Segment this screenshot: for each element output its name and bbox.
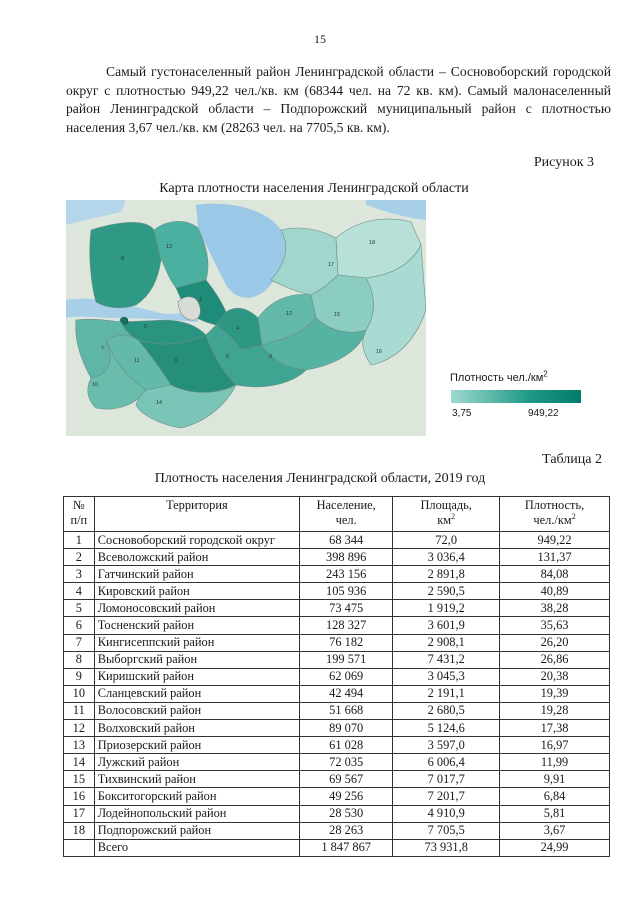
cell-num: 11 bbox=[64, 702, 95, 719]
cell-num: 14 bbox=[64, 754, 95, 771]
cell-territory: Подпорожский район bbox=[94, 822, 299, 839]
cell-population: 28 530 bbox=[300, 805, 393, 822]
table-row bbox=[64, 839, 610, 856]
cell-territory: Лодейнопольский район bbox=[94, 805, 299, 822]
cell-density: 949,22 bbox=[500, 532, 610, 549]
cell-num: 18 bbox=[64, 822, 95, 839]
table-row bbox=[64, 702, 610, 719]
cell-population: 51 668 bbox=[300, 702, 393, 719]
cell-area: 7 201,7 bbox=[393, 788, 500, 805]
table-row bbox=[64, 771, 610, 788]
legend-title-text: Плотность чел./км bbox=[450, 372, 544, 384]
cell-density: 38,28 bbox=[500, 600, 610, 617]
cell-density: 5,81 bbox=[500, 805, 610, 822]
cell-population: 42 494 bbox=[300, 685, 393, 702]
cell-territory: Выборгский район bbox=[94, 651, 299, 668]
cell-territory: Гатчинский район bbox=[94, 566, 299, 583]
region-label-14: 14 bbox=[156, 400, 163, 406]
table-row bbox=[64, 617, 610, 634]
cell-territory: Сланцевский район bbox=[94, 685, 299, 702]
table-body bbox=[64, 532, 610, 857]
header-territory: Территория bbox=[94, 497, 299, 532]
cell-density: 20,38 bbox=[500, 668, 610, 685]
table-row bbox=[64, 651, 610, 668]
cell-territory: Сосновоборский городской округ bbox=[94, 532, 299, 549]
header-population: Население, чел. bbox=[300, 497, 393, 532]
cell-num: 1 bbox=[64, 532, 95, 549]
table-header-row bbox=[64, 497, 610, 532]
cell-area: 2 590,5 bbox=[393, 583, 500, 600]
region-label-17: 17 bbox=[328, 262, 335, 268]
figure-title bbox=[0, 181, 640, 197]
cell-density: 26,20 bbox=[500, 634, 610, 651]
cell-territory: Волосовский район bbox=[94, 702, 299, 719]
table-row bbox=[64, 634, 610, 651]
region-label-1: 1 bbox=[126, 319, 130, 325]
region-label-7: 7 bbox=[101, 346, 105, 352]
table-row bbox=[64, 549, 610, 566]
region-label-12: 12 bbox=[286, 311, 293, 317]
cell-area: 72,0 bbox=[393, 532, 500, 549]
cell-num: 7 bbox=[64, 634, 95, 651]
region-label-13: 13 bbox=[166, 244, 173, 250]
cell-population: 1 847 867 bbox=[300, 839, 393, 856]
table-row bbox=[64, 668, 610, 685]
cell-area: 5 124,6 bbox=[393, 720, 500, 737]
cell-density: 16,97 bbox=[500, 737, 610, 754]
legend-gradient-bar bbox=[451, 390, 581, 403]
cell-territory: Лужский район bbox=[94, 754, 299, 771]
cell-population: 128 327 bbox=[300, 617, 393, 634]
region-label-9: 9 bbox=[269, 354, 273, 360]
region-label-2: 2 bbox=[199, 297, 203, 303]
cell-density: 17,38 bbox=[500, 720, 610, 737]
table-row bbox=[64, 737, 610, 754]
cell-population: 62 069 bbox=[300, 668, 393, 685]
header-num: № п/п bbox=[64, 497, 95, 532]
table-row bbox=[64, 805, 610, 822]
cell-area: 3 601,9 bbox=[393, 617, 500, 634]
region-label-8: 8 bbox=[121, 256, 125, 262]
cell-density: 3,67 bbox=[500, 822, 610, 839]
cell-population: 49 256 bbox=[300, 788, 393, 805]
table-row bbox=[64, 754, 610, 771]
intro-paragraph bbox=[66, 63, 611, 137]
cell-num: 10 bbox=[64, 685, 95, 702]
table-row bbox=[64, 532, 610, 549]
cell-territory: Всего bbox=[94, 839, 299, 856]
cell-density: 26,86 bbox=[500, 651, 610, 668]
cell-num bbox=[64, 839, 95, 856]
cell-density: 19,39 bbox=[500, 685, 610, 702]
table-row bbox=[64, 788, 610, 805]
table-row bbox=[64, 685, 610, 702]
cell-population: 105 936 bbox=[300, 583, 393, 600]
cell-num: 8 bbox=[64, 651, 95, 668]
cell-population: 28 263 bbox=[300, 822, 393, 839]
region-label-15: 15 bbox=[334, 312, 341, 318]
cell-population: 199 571 bbox=[300, 651, 393, 668]
cell-population: 243 156 bbox=[300, 566, 393, 583]
region-label-6: 6 bbox=[226, 354, 230, 360]
cell-population: 76 182 bbox=[300, 634, 393, 651]
cell-area: 7 431,2 bbox=[393, 651, 500, 668]
legend-max: 949,22 bbox=[528, 408, 559, 419]
cell-density: 84,08 bbox=[500, 566, 610, 583]
cell-territory: Кингисеппский район bbox=[94, 634, 299, 651]
cell-area: 3 045,3 bbox=[393, 668, 500, 685]
cell-population: 61 028 bbox=[300, 737, 393, 754]
region-label-11: 11 bbox=[134, 358, 140, 364]
cell-territory: Тосненский район bbox=[94, 617, 299, 634]
legend-title-sup: 2 bbox=[543, 369, 548, 379]
cell-population: 68 344 bbox=[300, 532, 393, 549]
cell-area: 2 891,8 bbox=[393, 566, 500, 583]
cell-territory: Волховский район bbox=[94, 720, 299, 737]
region-label-16: 16 bbox=[376, 349, 383, 355]
cell-area: 2 191,1 bbox=[393, 685, 500, 702]
cell-territory: Киришский район bbox=[94, 668, 299, 685]
density-map bbox=[66, 200, 426, 436]
cell-area: 7 017,7 bbox=[393, 771, 500, 788]
figure-label: Рисунок 3 bbox=[533, 155, 594, 170]
cell-area: 73 931,8 bbox=[393, 839, 500, 856]
cell-territory: Ломоносовский район bbox=[94, 600, 299, 617]
cell-population: 398 896 bbox=[300, 549, 393, 566]
header-area: Площадь, $км^2$ bbox=[393, 497, 500, 532]
cell-num: 2 bbox=[64, 549, 95, 566]
table-row bbox=[64, 583, 610, 600]
density-map-svg bbox=[66, 200, 426, 436]
cell-area: 7 705,5 bbox=[393, 822, 500, 839]
density-table bbox=[63, 496, 610, 857]
cell-num: 15 bbox=[64, 771, 95, 788]
cell-density: 6,84 bbox=[500, 788, 610, 805]
cell-population: 89 070 bbox=[300, 720, 393, 737]
region-label-5: 5 bbox=[144, 324, 148, 330]
cell-num: 5 bbox=[64, 600, 95, 617]
cell-density: 35,63 bbox=[500, 617, 610, 634]
cell-density: 131,37 bbox=[500, 549, 610, 566]
cell-density: 24,99 bbox=[500, 839, 610, 856]
cell-num: 12 bbox=[64, 720, 95, 737]
legend-title bbox=[450, 369, 548, 384]
cell-territory: Бокситогорский район bbox=[94, 788, 299, 805]
cell-num: 6 bbox=[64, 617, 95, 634]
cell-territory: Всеволожский район bbox=[94, 549, 299, 566]
table-row bbox=[64, 566, 610, 583]
region-label-10: 10 bbox=[92, 382, 99, 388]
region-label-18: 18 bbox=[369, 240, 376, 246]
cell-area: 2 908,1 bbox=[393, 634, 500, 651]
table-label: Таблица 2 bbox=[542, 452, 602, 467]
cell-territory: Кировский район bbox=[94, 583, 299, 600]
header-density: Плотность, $чел./км^2$ bbox=[500, 497, 610, 532]
cell-area: 3 597,0 bbox=[393, 737, 500, 754]
cell-density: 40,89 bbox=[500, 583, 610, 600]
cell-area: 1 919,2 bbox=[393, 600, 500, 617]
cell-population: 69 567 bbox=[300, 771, 393, 788]
table-row bbox=[64, 600, 610, 617]
intro-paragraph-text: Самый густонаселенный район Ленинградской области – Сосновоборский городской округ с плотностью 949,22 чел./кв. км (68344 чел. на 72 кв. км). Самый малонаселенный район Ленинградской области – Подпорожский муниципальный район с плотностью населения 3,67 чел./кв. км (28263 чел. на 7705,5 кв. км). bbox=[66, 64, 611, 135]
cell-num: 17 bbox=[64, 805, 95, 822]
cell-density: 9,91 bbox=[500, 771, 610, 788]
table-row bbox=[64, 720, 610, 737]
cell-area: 4 910,9 bbox=[393, 805, 500, 822]
page-number: 15 bbox=[314, 32, 326, 46]
cell-density: 19,28 bbox=[500, 702, 610, 719]
figure-title-text: Карта плотности населения Ленинградской области bbox=[159, 181, 469, 196]
region-label-3: 3 bbox=[174, 358, 178, 364]
cell-area: 3 036,4 bbox=[393, 549, 500, 566]
table-title: Плотность населения Ленинградской области, 2019 год bbox=[154, 471, 486, 486]
cell-num: 13 bbox=[64, 737, 95, 754]
cell-num: 4 bbox=[64, 583, 95, 600]
cell-territory: Тихвинский район bbox=[94, 771, 299, 788]
cell-num: 9 bbox=[64, 668, 95, 685]
region-label-4: 4 bbox=[236, 326, 240, 332]
cell-area: 6 006,4 bbox=[393, 754, 500, 771]
legend-min: 3,75 bbox=[452, 408, 472, 419]
table-row bbox=[64, 822, 610, 839]
cell-num: 16 bbox=[64, 788, 95, 805]
cell-density: 11,99 bbox=[500, 754, 610, 771]
cell-population: 72 035 bbox=[300, 754, 393, 771]
cell-territory: Приозерский район bbox=[94, 737, 299, 754]
cell-area: 2 680,5 bbox=[393, 702, 500, 719]
cell-population: 73 475 bbox=[300, 600, 393, 617]
cell-num: 3 bbox=[64, 566, 95, 583]
